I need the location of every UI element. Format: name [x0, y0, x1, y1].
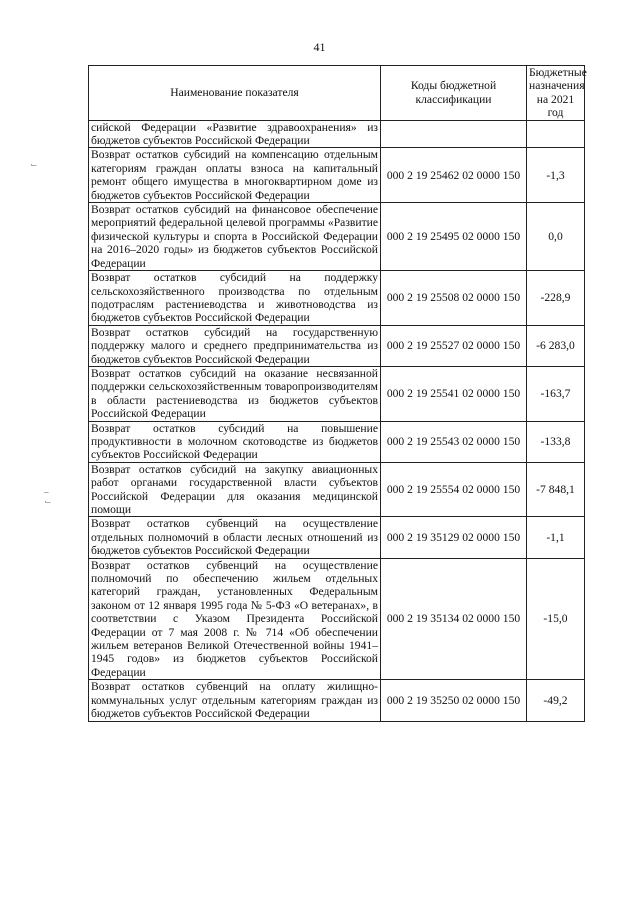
table-row [89, 271, 585, 326]
row-value-cell: -15,0 [527, 558, 585, 680]
row-value-cell: 0,0 [527, 203, 585, 271]
row-name-cell: Возврат остатков субвенций на осуществление полномочий по обеспечению жильем отдельных категорий граждан, установленных Федеральным законом от 12 января 1995 года № 5-ФЗ «О ветеранах», в соответствии с Указом Президента Российской Федерации от 7 мая 2008 г. № 714 «Об обеспечении жильем ветеранов Великой Отечественной войны 1941–1945 годов» из бюджетов субъектов Российской Федерации [89, 558, 381, 680]
row-name-cell: Возврат остатков субсидий на поддержку сельскохозяйственного производства по отдельным подотраслям растениеводства и животноводства из бюджетов субъектов Российской Федерации [89, 271, 381, 326]
row-name-cell: Возврат остатков субсидий на государственную поддержку малого и среднего предпринимательства из бюджетов субъектов Российской Федерации [89, 325, 381, 366]
row-value-cell: -1,1 [527, 517, 585, 558]
row-value-cell: -228,9 [527, 271, 585, 326]
row-name-cell: Возврат остатков субвенций на оплату жилищно-коммунальных услуг отдельным категориям граждан из бюджетов субъектов Российской Федерации [89, 680, 381, 721]
row-name-cell: сийской Федерации «Развитие здравоохранения» из бюджетов субъектов Российской Федерации [89, 120, 381, 148]
row-code-cell: 000 2 19 25541 02 0000 150 [381, 366, 527, 421]
scan-artifact: ·– [30, 160, 36, 170]
row-name-cell: Возврат остатков субсидий на закупку авиационных работ органами государственной власти субъектов Российской Федерации для оказания медицинской помощи [89, 462, 381, 517]
row-name-cell: Возврат остатков субсидий на повышение продуктивности в молочном скотоводстве из бюджетов субъектов Российской Федерации [89, 421, 381, 462]
row-name-cell: Возврат остатков субсидий на оказание несвязанной поддержки сельскохозяйственным товаропроизводителям в области растениеводства из бюджетов субъектов Российской Федерации [89, 366, 381, 421]
row-code-cell: 000 2 19 25554 02 0000 150 [381, 462, 527, 517]
row-code-cell: 000 2 19 25508 02 0000 150 [381, 271, 527, 326]
row-value-cell: -6 283,0 [527, 325, 585, 366]
budget-table [88, 65, 585, 722]
row-code-cell: 000 2 19 35250 02 0000 150 [381, 680, 527, 721]
table-body [89, 120, 585, 721]
row-name-cell: Возврат остатков субсидий на компенсацию отдельным категориям граждан оплаты взноса на капитальный ремонт общего имущества в многоквартирном доме из бюджетов субъектов Российской Федерации [89, 148, 381, 203]
table-row [89, 680, 585, 721]
page-number: 41 [313, 40, 326, 54]
scan-artifact: – ·– [44, 487, 50, 507]
row-value-cell: -163,7 [527, 366, 585, 421]
table-row [89, 366, 585, 421]
row-code-cell: 000 2 19 25527 02 0000 150 [381, 325, 527, 366]
table-header-row [89, 66, 585, 121]
table-row [89, 421, 585, 462]
table-row [89, 203, 585, 271]
row-value-cell: -133,8 [527, 421, 585, 462]
row-name-cell: Возврат остатков субвенций на осуществление отдельных полномочий в области лесных отношений из бюджетов субъектов Российской Федерации [89, 517, 381, 558]
row-value-cell: -49,2 [527, 680, 585, 721]
table-row [89, 120, 585, 148]
column-header-name: Наименование показателя [89, 66, 381, 121]
row-code-cell: 000 2 19 25495 02 0000 150 [381, 203, 527, 271]
row-code-cell [381, 120, 527, 148]
row-code-cell: 000 2 19 35129 02 0000 150 [381, 517, 527, 558]
row-value-cell: -7 848,1 [527, 462, 585, 517]
table-row [89, 558, 585, 680]
row-value-cell: -1,3 [527, 148, 585, 203]
column-header-code: Коды бюджетной классификации [381, 66, 527, 121]
row-value-cell [527, 120, 585, 148]
table-row [89, 325, 585, 366]
row-name-cell: Возврат остатков субсидий на финансовое обеспечение мероприятий федеральной целевой программы «Развитие физической культуры и спорта в Российской Федерации на 2016–2020 годы» из бюджетов субъектов Российской Федерации [89, 203, 381, 271]
row-code-cell: 000 2 19 25462 02 0000 150 [381, 148, 527, 203]
table-row [89, 148, 585, 203]
table-row [89, 517, 585, 558]
table-row [89, 462, 585, 517]
row-code-cell: 000 2 19 25543 02 0000 150 [381, 421, 527, 462]
row-code-cell: 000 2 19 35134 02 0000 150 [381, 558, 527, 680]
column-header-value: Бюджетные назначения на 2021 год [527, 66, 585, 121]
